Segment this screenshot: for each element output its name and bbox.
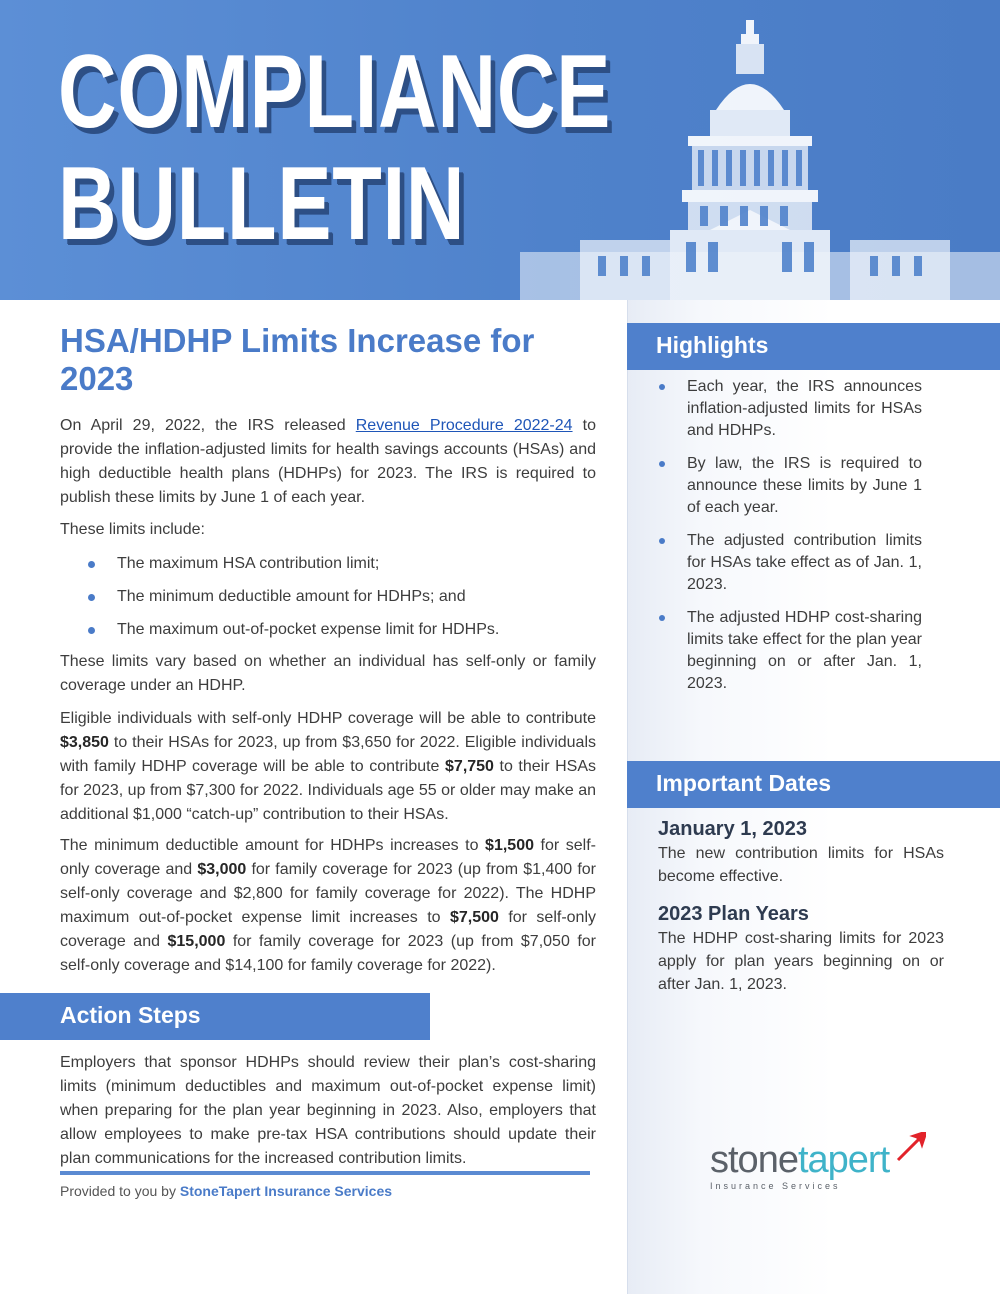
logo-part-1: stone <box>710 1139 798 1181</box>
self-only-deductible-value: $1,500 <box>485 837 534 854</box>
arrow-icon <box>896 1132 926 1162</box>
date-title: January 1, 2023 <box>658 818 807 840</box>
list-item: The maximum HSA contribution limit; <box>88 552 588 585</box>
list-item: The adjusted contribution limits for HSAs take effect as of Jan. 1, 2023. <box>659 530 922 596</box>
stonetapert-logo <box>710 1132 930 1194</box>
list-item: The maximum out-of-pocket expense limit for HDHPs. <box>88 618 588 651</box>
limits-list <box>88 552 588 651</box>
contribution-paragraph <box>60 707 596 827</box>
intro-text-start: On April 29, 2022, the IRS released <box>60 417 356 434</box>
article-title: HSA/HDHP Limits Increase for 2023 <box>60 322 535 397</box>
important-dates-header <box>627 761 1000 808</box>
self-only-contribution-value: $3,850 <box>60 734 109 751</box>
deduct-text-4: for self-only coverage and <box>60 909 597 950</box>
deduct-text-2: for self-only coverage and <box>60 837 596 878</box>
list-item: The minimum deductible amount for HDHPs; and <box>88 585 588 618</box>
contrib-text-2: to their HSAs for 2023, up from $3,650 for 2022. Eligible individuals with family HDHP coverage will be able to contribute <box>60 734 596 775</box>
intro-paragraph <box>60 414 596 510</box>
deductible-paragraph <box>60 834 596 978</box>
intro-text-end: to provide the inflation-adjusted limits for health savings accounts (HSAs) and high deductible health plans (HDHPs) for 2023. The IRS is required to publish these limits by June 1 of each year. <box>60 417 596 506</box>
highlights-list <box>659 376 922 706</box>
list-item: The adjusted HDHP cost-sharing limits take effect for the plan year beginning on or after Jan. 1, 2023. <box>659 607 922 695</box>
contrib-text-3: to their HSAs for 2023, up from $7,300 for 2022. Individuals age 55 or older may make an additional $1,000 “catch-up” contribution to their HSAs. <box>60 758 597 823</box>
provided-by-prefix: Provided to you by <box>60 1183 180 1199</box>
self-only-oop-value: $7,500 <box>449 909 499 926</box>
coverage-paragraph: These limits vary based on whether an individual has self-only or family coverage under an HDHP. <box>60 653 596 694</box>
logo-part-2: tapert <box>797 1139 890 1181</box>
logo-wordmark <box>710 1140 889 1180</box>
banner <box>0 0 1000 300</box>
date-description: The HDHP cost-sharing limits for 2023 apply for plan years beginning on or after Jan. 1, 2023. <box>658 930 944 993</box>
revenue-procedure-link[interactable]: Revenue Procedure 2022-24 <box>355 417 573 434</box>
action-steps-paragraph: Employers that sponsor HDHPs should review their plan’s cost-sharing limits (minimum deductibles and maximum out-of-pocket expense limit) when preparing for the plan year beginning in 2023. Also, employers that allow employees to make pre-tax HSA contributions should update their plan communications for the increased contribution limits. <box>60 1054 596 1167</box>
family-oop-value: $15,000 <box>167 933 226 950</box>
action-steps-header <box>0 993 430 1040</box>
deduct-text-1: The minimum deductible amount for HDHPs increases to <box>60 837 486 854</box>
provided-by-company: StoneTapert Insurance Services <box>179 1183 393 1199</box>
highlights-header <box>627 323 1000 370</box>
provided-by <box>60 1183 392 1199</box>
list-item: Each year, the IRS announces inflation-adjusted limits for HSAs and HDHPs. <box>659 376 922 442</box>
logo-subtitle: Insurance Services <box>710 1181 841 1191</box>
deduct-text-5: for family coverage for 2023 (up from $7,050 for self-only coverage and $14,100 for family coverage for 2022). <box>60 933 597 974</box>
deduct-text-3: for family coverage for 2023 (up from $1,400 for self-only coverage and $2,800 for family coverage for 2022). The HDHP maximum out-of-pocket expense limit increases to <box>60 861 597 926</box>
highlights-heading: Highlights <box>656 332 769 358</box>
limits-intro: These limits include: <box>60 521 205 538</box>
capitol-building-illustration <box>520 20 1000 300</box>
action-steps-heading: Action Steps <box>60 1002 201 1028</box>
family-deductible-value: $3,000 <box>197 861 247 878</box>
important-dates-heading: Important Dates <box>656 770 832 796</box>
banner-title-line1: COMPLIANCE <box>58 34 612 150</box>
family-contribution-value: $7,750 <box>445 758 494 775</box>
date-title: 2023 Plan Years <box>658 903 809 925</box>
date-description: The new contribution limits for HSAs become effective. <box>658 845 944 885</box>
list-item: By law, the IRS is required to announce these limits by June 1 of each year. <box>659 453 922 519</box>
footer-divider <box>60 1171 590 1175</box>
banner-title-line2: BULLETIN <box>58 146 466 262</box>
contrib-text-1: Eligible individuals with self-only HDHP coverage will be able to contribute <box>60 710 596 727</box>
